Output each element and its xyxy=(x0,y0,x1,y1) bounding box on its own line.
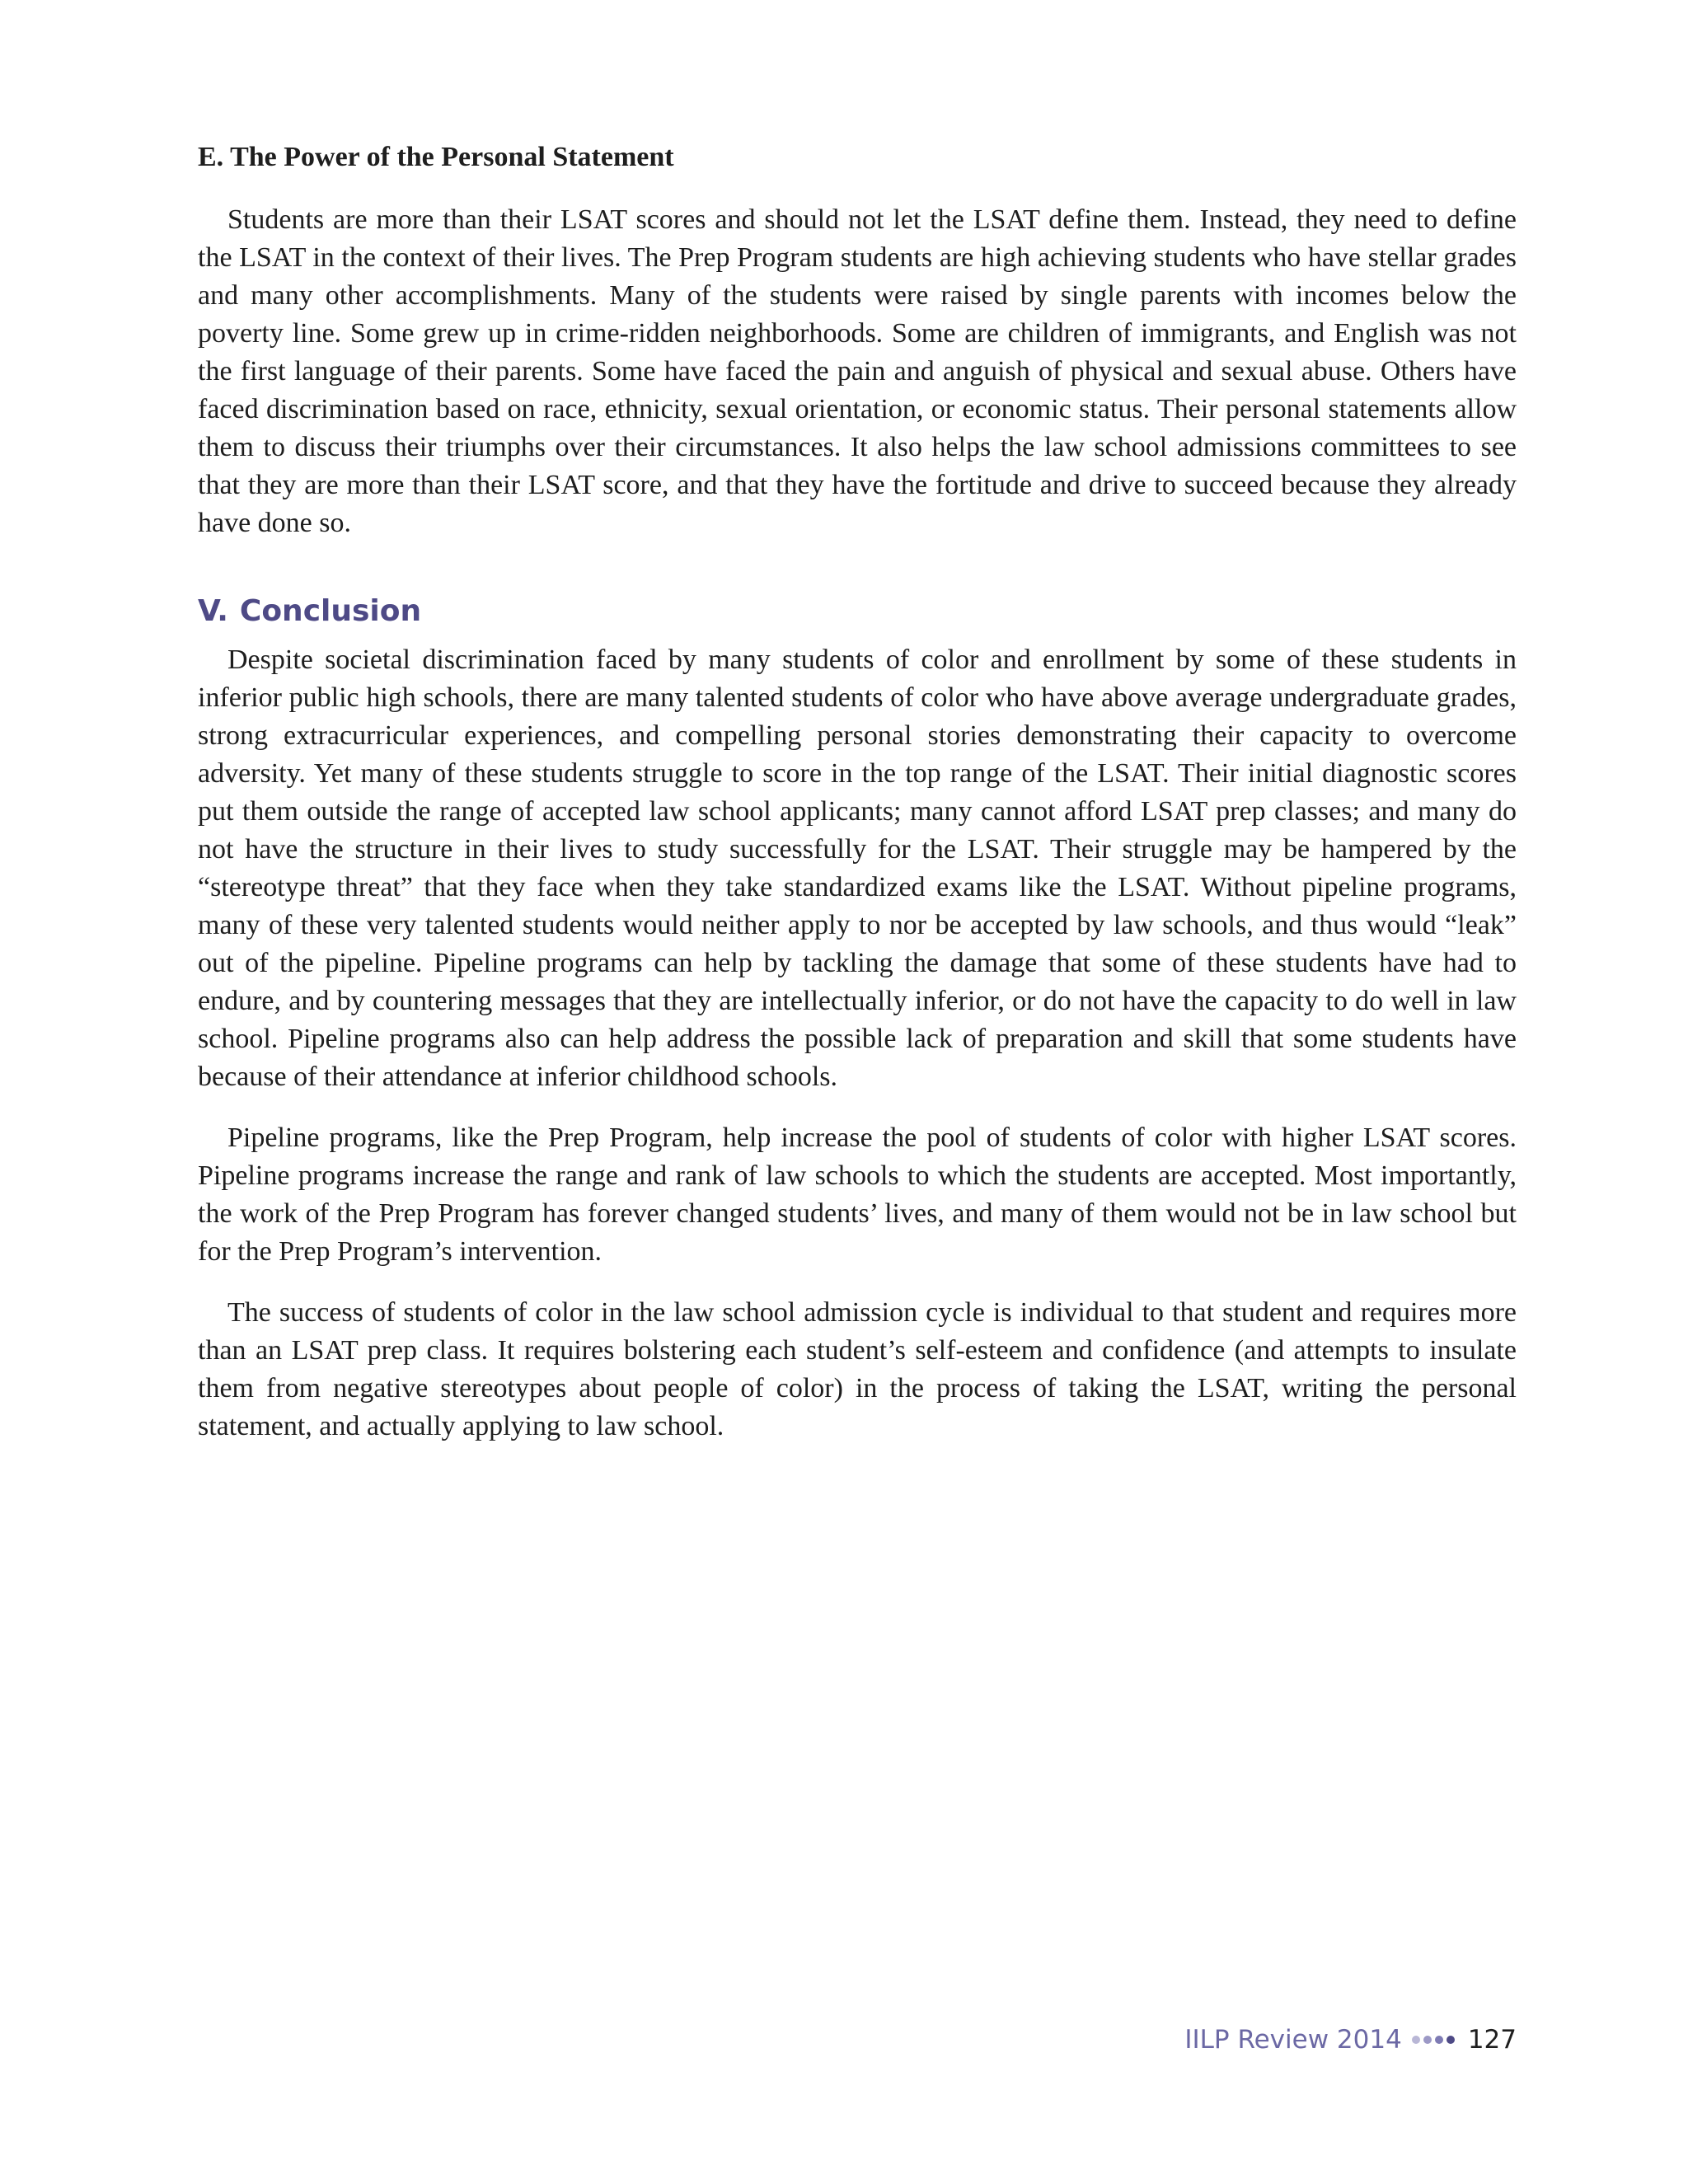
footer-dot-icon xyxy=(1423,2036,1432,2044)
footer-dot-icon xyxy=(1435,2036,1443,2044)
footer-dot-icon xyxy=(1412,2036,1420,2044)
page-number: 127 xyxy=(1467,2025,1517,2055)
conclusion-title: Conclusion xyxy=(239,594,422,628)
footer-dots-icon xyxy=(1412,2036,1458,2044)
page-footer xyxy=(1184,2023,1517,2056)
conclusion-paragraph-3: The success of students of color in the law school admission cycle is individual to that student and requires more than an LSAT prep class. It requires bolstering each student’s self-esteem and confidence (and attempts to insulate them from negative stereotypes about people of color) in the process of taking the LSAT, writing the personal statement, and actually applying to law school. xyxy=(198,1297,1517,1441)
conclusion-paragraph-2: Pipeline programs, like the Prep Program, help increase the pool of students of color with higher LSAT scores. Pipeline programs increase the range and rank of law schools to which the students are accepted. Most importantly, the work of the Prep Program has forever changed students’ lives, and many of them would not be in law school but for the Prep Program’s intervention. xyxy=(198,1122,1517,1267)
conclusion-paragraph-1: Despite societal discrimination faced by many students of color and enrollment by some of these students in inferior public high schools, there are many talented students of color who have above average undergraduate grades, strong extracurricular experiences, and compelling personal stories demonstrating their capacity to overcome adversity. Yet many of these students struggle to score in the top range of the LSAT. Their initial diagnostic scores put them outside the range of accepted law school applicants; many cannot afford LSAT prep classes; and many do not have the structure in their lives to study successfully for the LSAT. Their struggle may be hampered by the “stereotype threat” that they face when they take standardized exams like the LSAT. Without pipeline programs, many of these very talented students would neither apply to nor be accepted by law schools, and thus would “leak” out of the pipeline. Pipeline programs can help by tackling the damage that some of these students have had to endure, and by countering messages that they are intellectually inferior, or do not have the capacity to do well in law school. Pipeline programs also can help address the possible lack of preparation and skill that some students have because of their attendance at inferior childhood schools. xyxy=(198,644,1517,1092)
footer-journal-name: IILP Review 2014 xyxy=(1184,2025,1402,2055)
conclusion-number: V. xyxy=(198,594,228,628)
section-e-paragraph: Students are more than their LSAT scores and should not let the LSAT define them. Instead, they need to define the LSAT in the context of their lives. The Prep Program students are high achieving students who have stellar grades and many other accomplishments. Many of the students were raised by single parents with incomes below the poverty line. Some grew up in crime-ridden neighborhoods. Some are children of immigrants, and English was not the first language of their parents. Some have faced the pain and anguish of physical and sexual abuse. Others have faced discrimination based on race, ethnicity, sexual orientation, or economic status. Their personal statements allow them to discuss their triumphs over their circumstances. It also helps the law school admissions committees to see that they are more than their LSAT score, and that they have the fortitude and drive to succeed because they already have done so. xyxy=(198,204,1517,538)
conclusion-heading xyxy=(198,592,1517,631)
page-content xyxy=(198,138,1517,1446)
footer-dot-icon xyxy=(1447,2036,1455,2044)
section-e-heading: E. The Power of the Personal Statement xyxy=(198,142,674,172)
